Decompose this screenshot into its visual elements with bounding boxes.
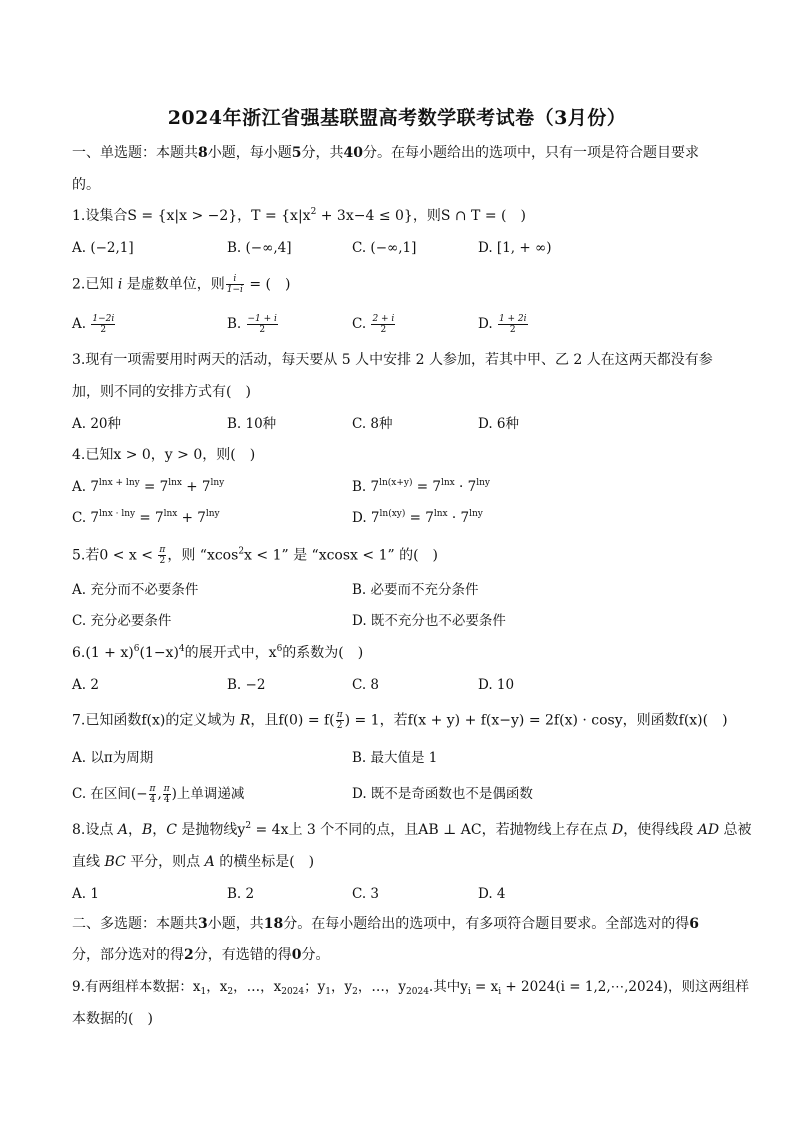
- question-8-line1: [72, 820, 752, 840]
- q4-c-sup1: lnx · lny: [99, 509, 136, 519]
- q8-text-b: 是抛物线y: [176, 822, 246, 838]
- q2-text-b: 是虚数单位，则: [122, 276, 225, 293]
- q4-d-sup1: ln(xy): [379, 509, 406, 519]
- section-1-line2: 的。: [72, 177, 100, 193]
- q1-option-b: B. (−∞,4]: [227, 240, 292, 256]
- q2-a-num: 1−2i: [92, 314, 115, 324]
- section-1-suffix: 分。在每小题给出的选项中，只有一项是符合题目要求: [362, 145, 699, 161]
- q6-text-c: 的展开式中，x: [184, 645, 277, 661]
- section-2-line2: [72, 945, 330, 965]
- q8-text-d: ，使得线段: [623, 822, 698, 838]
- q3-option-a: A. 20种: [72, 416, 122, 432]
- question-9-line2: 本数据的( ): [72, 1011, 153, 1027]
- q2-d-label: D.: [478, 316, 497, 332]
- q2-c-num: 2 + i: [372, 314, 395, 324]
- q4-a-mid: = 7: [139, 479, 169, 495]
- section-1-header: [72, 143, 699, 163]
- q9-sub8: i: [498, 987, 502, 997]
- q2-d-den: 2: [509, 325, 516, 335]
- q9-c: ，…，x: [233, 979, 282, 995]
- q2-c-den: 2: [380, 325, 387, 335]
- q4-b-label: B. 7: [352, 479, 380, 495]
- section-1-total: 40: [343, 145, 363, 161]
- q2-a-label: A.: [72, 316, 91, 332]
- q3-option-c: C. 8种: [352, 416, 393, 432]
- q4-b-mid2: · 7: [454, 479, 477, 495]
- question-4: 4.已知x > 0，y > 0，则( ): [72, 447, 256, 463]
- q8-A: A: [117, 822, 128, 838]
- q1-text-b: + 3x−4 ≤ 0}，则S ∩ T = ( ): [316, 208, 526, 224]
- q8-line2-b: 平分，则点: [125, 854, 205, 870]
- section-2-mid2: 分。在每小题给出的选项中，有多项符合题目要求。全部选对的得: [283, 916, 690, 932]
- q2-option-a: [72, 314, 116, 335]
- q9-sub1: 1: [200, 987, 207, 997]
- q8-line2-c: 的横坐标是( ): [214, 854, 315, 870]
- q9-sub6: 2024: [406, 987, 429, 997]
- q8-option-b: B. 2: [227, 886, 255, 902]
- q4-d-mid2: · 7: [447, 510, 470, 526]
- question-1: [72, 206, 526, 226]
- q8-sep1: ，: [127, 822, 142, 838]
- question-5: [72, 545, 438, 566]
- q8-option-c: C. 3: [352, 886, 380, 902]
- q4-option-a: [72, 477, 224, 497]
- q9-i: + 2024(i = 1,2,⋯,2024)，则这两组样: [501, 979, 750, 995]
- question-2: [72, 274, 290, 295]
- q5-frac-den: 2: [159, 556, 166, 566]
- question-3-line2: 加，则不同的安排方式有( ): [72, 384, 251, 400]
- q6-text-d: 的系数为( ): [282, 645, 364, 661]
- section-2-mid1: 小题，共: [207, 916, 264, 932]
- section-2-partial: 2: [184, 947, 194, 963]
- q5-text-b: ，则 “xcos: [167, 547, 239, 564]
- q6-option-b: B. −2: [227, 677, 266, 693]
- q2-b-den: 2: [259, 325, 266, 335]
- q9-e: ，y: [331, 979, 353, 995]
- page-title: 2024年浙江省强基联盟高考数学联考试卷（3月份）: [167, 107, 627, 129]
- q8-option-d: D. 4: [478, 886, 506, 902]
- q4-c-sup3: lny: [205, 509, 220, 519]
- q6-text-a: 6.(1 + x): [72, 645, 134, 661]
- q7-text-b: ，且f(0) = f(: [250, 712, 335, 729]
- question-7: [72, 710, 728, 731]
- q4-c-mid2: + 7: [177, 510, 206, 526]
- q6-sup3: 6: [276, 644, 283, 654]
- question-3-line1: 3.现有一项需要用时两天的活动，每天要从 5 人中安排 2 人参加，若其中甲、乙 2 人在这两天都没有参: [72, 352, 713, 368]
- q1-sup: 2: [310, 207, 317, 217]
- q9-a: 9.有两组样本数据：x: [72, 979, 201, 995]
- section-2-header: [72, 914, 699, 934]
- q9-sub3: 2024: [281, 987, 305, 997]
- q7-c-num1: π: [149, 784, 156, 794]
- q7-option-d: D. 既不是奇函数也不是偶函数: [352, 786, 533, 802]
- q7-c-text-a: C. 在区间(−: [72, 786, 148, 802]
- q9-b: ，x: [206, 979, 228, 995]
- q4-d-label: D. 7: [352, 510, 380, 526]
- q4-a-sup2: lnx: [168, 478, 182, 488]
- q4-d-sup3: lny: [469, 509, 483, 519]
- q7-c-den1: 4: [149, 795, 156, 805]
- q4-c-mid: = 7: [135, 510, 164, 526]
- section-2-line2-a: 分，部分选对的得: [72, 947, 184, 963]
- section-2-count: 3: [198, 916, 208, 932]
- q6-text-b: (1−x): [139, 645, 179, 661]
- q5-option-c: C. 充分必要条件: [72, 613, 172, 629]
- q9-h: = x: [470, 979, 499, 995]
- q8-B: B: [141, 822, 153, 838]
- q4-b-sup1: ln(x+y): [379, 478, 413, 488]
- q9-sub5: 2: [352, 987, 358, 997]
- q4-option-d: [352, 508, 483, 528]
- section-2-full: 6: [689, 916, 699, 932]
- q7-R: R: [239, 712, 251, 729]
- q2-option-d: [478, 314, 529, 335]
- q5-sup: 2: [238, 546, 245, 557]
- q3-option-d: D. 6种: [478, 416, 520, 432]
- q8-text-e: 总被: [719, 822, 752, 838]
- section-1-prefix: 一、单选题：本题共: [72, 145, 198, 161]
- q8-sup: 2: [245, 821, 252, 831]
- q4-b-sup3: lny: [476, 478, 490, 488]
- q6-option-c: C. 8: [352, 677, 380, 693]
- q8-sep2: ，: [152, 822, 167, 838]
- q2-a-den: 2: [100, 325, 107, 335]
- q2-i: i: [117, 276, 123, 293]
- q4-a-sup1: lnx + lny: [98, 478, 140, 488]
- q2-text-a: 2.已知: [72, 276, 118, 293]
- q8-AD: AD: [697, 822, 720, 838]
- section-2-prefix: 二、多选题：本题共: [72, 916, 198, 932]
- question-9-line1: [72, 977, 749, 997]
- q6-option-d: D. 10: [478, 677, 515, 693]
- q1-option-d: D. [1, + ∞): [478, 240, 552, 256]
- q8-A2: A: [204, 854, 215, 870]
- q1-option-c: C. (−∞,1]: [352, 240, 417, 256]
- q8-BC: BC: [104, 854, 126, 870]
- q8-C: C: [166, 822, 177, 838]
- q8-line2-a: 直线: [72, 854, 105, 870]
- section-1-mid1: 小题，每小题: [207, 145, 292, 161]
- q6-sup1: 6: [133, 644, 140, 654]
- q7-option-a: A. 以π为周期: [72, 750, 154, 766]
- q2-b-num: −1 + i: [247, 314, 277, 324]
- section-2-line2-b: 分，有选错的得: [193, 947, 292, 963]
- section-2-line2-c: 分。: [301, 947, 330, 963]
- question-8-line2: [72, 852, 314, 872]
- q5-option-a: A. 充分而不必要条件: [72, 582, 199, 598]
- q8-text-a: 8.设点: [72, 822, 118, 838]
- q4-b-mid: = 7: [412, 479, 441, 495]
- q9-g: .其中y: [428, 979, 468, 995]
- q5-text-a: 5.若0 < x <: [72, 547, 158, 564]
- q9-d: ；y: [304, 979, 326, 995]
- section-1-points: 5: [291, 145, 302, 161]
- q2-b-label: B.: [227, 316, 246, 332]
- q7-frac-den: 2: [336, 721, 343, 731]
- q7-frac-num: π: [336, 710, 343, 720]
- q3-option-b: B. 10种: [227, 416, 277, 432]
- q8-D: D: [612, 822, 624, 838]
- q5-text-c: x < 1” 是 “xcosx < 1” 的( ): [244, 547, 439, 564]
- q4-option-c: [72, 508, 220, 528]
- q7-c-comma: ,: [157, 786, 162, 802]
- q2-d-num: 1 + 2i: [498, 314, 527, 324]
- q4-d-mid: = 7: [405, 510, 434, 526]
- q2-fraction: [226, 274, 244, 295]
- q2-frac-num: i: [226, 274, 244, 285]
- q5-frac-num: π: [159, 545, 166, 555]
- q6-sup2: 4: [178, 644, 185, 654]
- q4-b-sup2: lnx: [440, 478, 455, 488]
- q2-option-c: [352, 314, 396, 335]
- q9-f: ，…，y: [357, 979, 407, 995]
- q7-c-num2: π: [163, 784, 170, 794]
- section-1-mid2: 分，共: [301, 145, 344, 161]
- q1-option-a: A. (−2,1]: [72, 240, 134, 256]
- question-6: [72, 643, 363, 663]
- q9-sub2: 2: [227, 987, 234, 997]
- q8-option-a: A. 1: [72, 886, 99, 902]
- q9-sub7: i: [467, 987, 471, 997]
- q4-option-b: [352, 477, 490, 497]
- q8-text-c: = 4x上 3 个不同的点，且AB ⊥ AC，若抛物线上存在点: [251, 822, 613, 838]
- q2-c-label: C.: [352, 316, 371, 332]
- q7-c-den2: 4: [163, 795, 170, 805]
- q4-a-sup3: lny: [210, 478, 225, 488]
- q4-c-sup2: lnx: [163, 509, 178, 519]
- q4-c-label: C. 7: [72, 510, 100, 526]
- q7-text-a: 7.已知函数f(x)的定义域为: [72, 712, 240, 729]
- q1-text-a: 1.设集合S = {x|x > −2}，T = {x|x: [72, 208, 311, 224]
- section-1-count: 8: [198, 145, 208, 161]
- q7-text-c: ) = 1，若f(x + y) + f(x−y) = 2f(x) · cosy，则函数f(x)( ): [344, 712, 728, 729]
- q2-option-b: [227, 314, 279, 335]
- section-2-total: 18: [263, 916, 284, 932]
- q7-c-text-b: )上单调递减: [171, 786, 245, 802]
- q7-option-c: [72, 784, 244, 805]
- q5-option-b: B. 必要而不充分条件: [352, 582, 479, 598]
- q9-sub4: 1: [325, 987, 331, 997]
- q2-text-c: = ( ): [244, 276, 291, 293]
- q4-a-label: A. 7: [72, 479, 99, 495]
- q4-a-mid2: + 7: [181, 479, 211, 495]
- q7-option-b: B. 最大值是 1: [352, 750, 438, 766]
- section-2-wrong: 0: [291, 947, 302, 963]
- q5-option-d: D. 既不充分也不必要条件: [352, 613, 506, 629]
- q2-frac-den: 1−i: [226, 285, 243, 295]
- q4-d-sup2: lnx: [433, 509, 448, 519]
- q6-option-a: A. 2: [72, 677, 99, 693]
